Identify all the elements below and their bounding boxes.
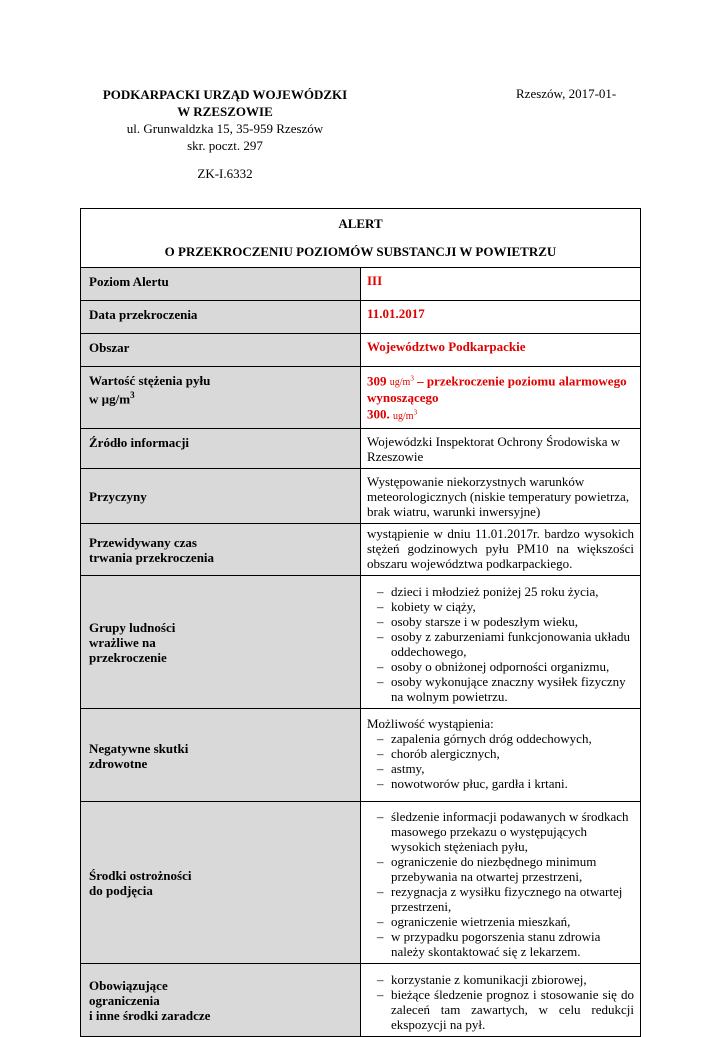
value-effects: [361, 708, 641, 801]
label-effects: Negatywne skutki zdrowotne: [81, 708, 361, 801]
list-item: – ograniczenie do niezbędnego minimum przebywania na otwartej przestrzeni,: [367, 854, 634, 884]
list-item: – osoby wykonujące znaczny wysiłek fizyczny na wolnym powietrzu.: [367, 674, 634, 704]
value-area: [361, 334, 641, 367]
alert-table: [80, 208, 641, 1037]
label-area: Obszar: [81, 334, 361, 367]
concentration-line1: [367, 372, 634, 405]
alert-title-line2: O PRZEKROCZENIU POZIOMÓW SUBSTANCJI W POWIETRZU: [164, 244, 557, 259]
label-precautions: Środki ostrożności do podjęcia: [81, 801, 361, 963]
value-precautions: [361, 801, 641, 963]
list-item: – dzieci i młodzież poniżej 25 roku życia,: [367, 584, 634, 599]
list-item: – osoby z zaburzeniami funkcjonowania układu oddechowego,: [367, 629, 634, 659]
list-item: – ograniczenie wietrzenia mieszkań,: [367, 914, 634, 929]
reference-number: ZK-I.6332: [197, 166, 253, 181]
row-source: [81, 428, 641, 468]
label-level: Poziom Alertu: [81, 268, 361, 301]
precautions-list: [367, 809, 634, 959]
row-date: [81, 301, 641, 334]
row-area: [81, 334, 641, 367]
value-concentration: [361, 367, 641, 429]
list-item: – osoby starsze i w podeszłym wieku,: [367, 614, 634, 629]
label-duration: Przewidywany czas trwania przekroczenia: [81, 523, 361, 575]
concentration-line2: [367, 405, 634, 423]
concentration-unit: $ug/m^3$: [389, 375, 414, 389]
area-value: Województwo Podkarpackie: [367, 339, 526, 354]
title-row: [81, 209, 641, 268]
restrictions-list: [367, 972, 634, 1032]
list-item: – chorób alergicznych,: [367, 746, 634, 761]
row-concentration: [81, 367, 641, 429]
list-item: – rezygnacja z wysiłku fizycznego na otwartej przestrzeni,: [367, 884, 634, 914]
value-restrictions: [361, 963, 641, 1036]
row-effects: [81, 708, 641, 801]
office-address: ul. Grunwaldzka 15, 35-959 Rzeszów: [126, 121, 324, 136]
row-duration: [81, 523, 641, 575]
label-concentration-line2: w $\mu g/m^3$: [89, 390, 135, 407]
concentration-number: 309: [367, 373, 387, 389]
value-source: Wojewódzki Inspektorat Ochrony Środowiska w Rzeszowie: [361, 428, 641, 468]
row-level: [81, 268, 641, 301]
list-item: – zapalenia górnych dróg oddechowych,: [367, 731, 634, 746]
exceedance-date-value: 11.01.2017: [367, 306, 425, 321]
alert-title: [81, 209, 641, 268]
label-concentration: [81, 367, 361, 429]
alert-title-line1: ALERT: [338, 216, 383, 231]
list-item: – kobiety w ciąży,: [367, 599, 634, 614]
row-precautions: [81, 801, 641, 963]
threshold-unit: $ug/m^3$: [393, 408, 418, 422]
list-item: – śledzenie informacji podawanych w środkach masowego przekazu o występujących wysokich stężeniach pyłu,: [367, 809, 634, 854]
alert-level-value: III: [367, 273, 383, 288]
value-causes: Występowanie niekorzystnych warunków meteorologicznych (niskie temperatury powietrza, brak wiatru, warunki inwersyjne): [361, 468, 641, 523]
effects-intro: Możliwość wystąpienia:: [367, 715, 494, 731]
list-item: – w przypadku pogorszenia stanu zdrowia należy skontaktować się z lekarzem.: [367, 929, 634, 959]
list-item: – osoby o obniżonej odporności organizmu,: [367, 659, 634, 674]
value-duration: wystąpienie w dniu 11.01.2017r. bardzo wysokich stężeń godzinowych pyłu PM10 na większości obszaru województwa podkarpackiego.: [361, 523, 641, 575]
office-name-line2: W RZESZOWIE: [177, 104, 273, 119]
office-name-line1: PODKARPACKI URZĄD WOJEWÓDZKI: [102, 87, 348, 102]
office-po-box: skr. poczt. 297: [187, 138, 263, 153]
row-restrictions: [81, 963, 641, 1036]
label-groups: Grupy ludności wrażliwe na przekroczenie: [81, 575, 361, 708]
list-item: – korzystanie z komunikacji zbiorowej,: [367, 972, 634, 987]
label-restrictions: Obowiązujące ograniczenia i inne środki zaradcze: [81, 963, 361, 1036]
label-causes: Przyczyny: [81, 468, 361, 523]
label-concentration-line1: Wartość stężenia pyłu: [89, 373, 211, 388]
label-date: Data przekroczenia: [81, 301, 361, 334]
row-groups: [81, 575, 641, 708]
effects-list: [367, 731, 634, 791]
groups-list: [367, 584, 634, 704]
row-causes: [81, 468, 641, 523]
label-source: Źródło informacji: [81, 428, 361, 468]
value-date: [361, 301, 641, 334]
document-date: Rzeszów, 2017-01-: [516, 86, 617, 101]
value-level: [361, 268, 641, 301]
value-groups: [361, 575, 641, 708]
concentration-text: – przekroczenie poziomu alarmowego wynoszącego: [367, 373, 627, 406]
list-item: – nowotworów płuc, gardła i krtani.: [367, 776, 634, 791]
list-item: – bieżące śledzenie prognoz i stosowanie się do zaleceń tam zawartych, w celu redukcji ekspozycji na pył.: [367, 987, 634, 1032]
list-item: – astmy,: [367, 761, 634, 776]
issuing-office: [80, 86, 370, 154]
threshold-value: 300.: [367, 406, 390, 422]
